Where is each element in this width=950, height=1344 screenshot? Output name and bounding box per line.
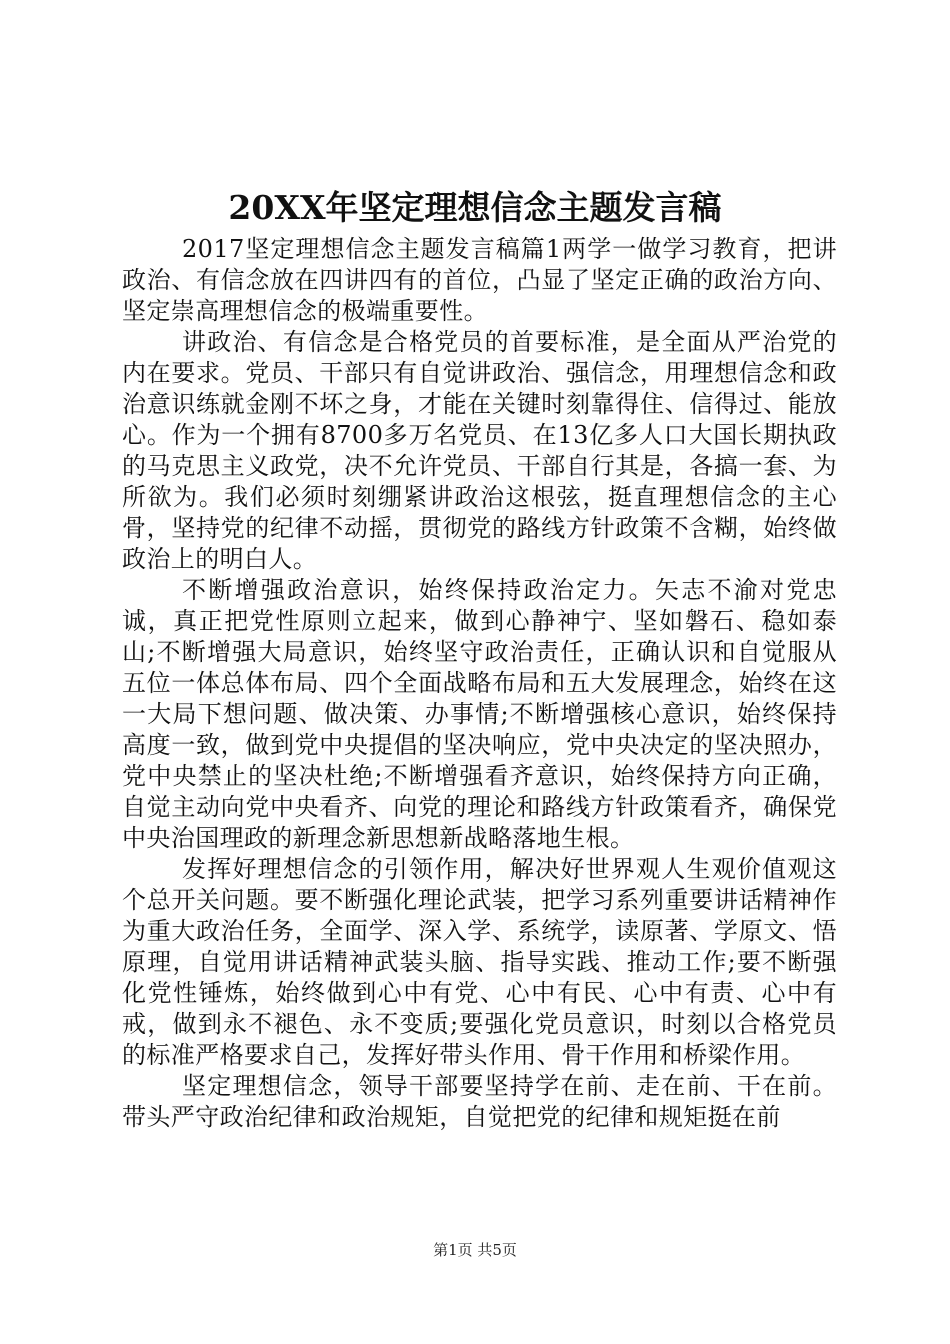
paragraph: 不断增强政治意识，始终保持政治定力。矢志不渝对党忠诚，真正把党性原则立起来，做到心静神宁、坚如磐石、稳如泰山;不断增强大局意识，始终坚守政治责任，正确认识和自觉服从五位一体总体布局、四个全面战略布局和五大发展理念，始终在这一大局下想问题、做决策、办事情;不断增强核心意识，始终保持高度一致，做到党中央提倡的坚决响应，党中央决定的坚决照办，党中央禁止的坚决杜绝;不断增强看齐意识，始终保持方向正确，自觉主动向党中央看齐、向党的理论和路线方针政策看齐，确保党中央治国理政的新理念新思想新战略落地生根。 [122, 576, 837, 852]
document-title: 20XX年坚定理想信念主题发言稿 [228, 188, 722, 227]
document-body [122, 234, 837, 1133]
paragraph: 2017坚定理想信念主题发言稿篇1两学一做学习教育，把讲政治、有信念放在四讲四有的首位，凸显了坚定正确的政治方向、坚定崇高理想信念的极端重要性。 [122, 235, 837, 325]
paragraph: 坚定理想信念，领导干部要坚持学在前、走在前、干在前。带头严守政治纪律和政治规矩，自觉把党的纪律和规矩挺在前 [122, 1072, 837, 1131]
paragraph: 讲政治、有信念是合格党员的首要标准，是全面从严治党的内在要求。党员、干部只有自觉讲政治、强信念，用理想信念和政治意识练就金刚不坏之身，才能在关键时刻靠得住、信得过、能放心。作为一个拥有8700多万名党员、在13亿多人口大国长期执政的马克思主义政党，决不允许党员、干部自行其是，各搞一套、为所欲为。我们必须时刻绷紧讲政治这根弦，挺直理想信念的主心骨，坚持党的纪律不动摇，贯彻党的路线方针政策不含糊，始终做政治上的明白人。 [122, 328, 837, 573]
paragraph: 发挥好理想信念的引领作用，解决好世界观人生观价值观这个总开关问题。要不断强化理论武装，把学习系列重要讲话精神作为重大政治任务，全面学、深入学、系统学，读原著、学原文、悟原理，自觉用讲话精神武装头脑、指导实践、推动工作;要不断强化党性锤炼，始终做到心中有党、心中有民、心中有责、心中有戒，做到永不褪色、永不变质;要强化党员意识，时刻以合格党员的标准严格要求自己，发挥好带头作用、骨干作用和桥梁作用。 [122, 855, 837, 1069]
page-footer: 第1页 共5页 [433, 1241, 517, 1259]
